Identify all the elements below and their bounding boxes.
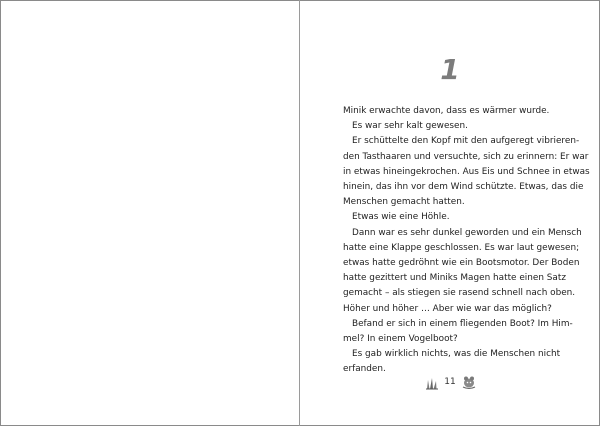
text-line: Er schüttelte den Kopf mit den aufgeregt vibrieren- xyxy=(352,136,580,147)
text-line: hatte gezittert und Miniks Magen hatte einen Satz xyxy=(343,273,567,284)
page-folio xyxy=(423,374,477,392)
text-line: Menschen gemacht hatten. xyxy=(343,197,465,208)
text-line: Höher und höher … Aber wie war das möglich? xyxy=(343,303,552,314)
grass-tuft-icon xyxy=(425,375,439,389)
text-line: gemacht – als stiegen sie rasend schnell nach oben. xyxy=(343,288,576,299)
text-line: Minik erwachte davon, dass es wärmer wurde. xyxy=(343,106,550,116)
text-line: hatte eine Klappe geschlossen. Es war laut gewesen; xyxy=(343,242,580,253)
text-line: Es war sehr kalt gewesen. xyxy=(352,121,468,132)
chapter-number: 1 xyxy=(440,53,460,86)
page-number: 11 xyxy=(444,377,456,387)
text-line: erfanden. xyxy=(343,364,386,375)
text-line: Es gab wirklich nichts, was die Menschen nicht xyxy=(352,349,561,360)
body-text xyxy=(343,104,590,378)
text-line: Dann war es sehr dunkel geworden und ein Mensch xyxy=(352,227,582,238)
text-line: hinein, das ihn vor dem Wind schützte. Etwas, das die xyxy=(343,182,584,193)
text-line: Etwas wie eine Höhle. xyxy=(352,212,450,223)
creature-icon xyxy=(461,374,477,390)
text-line: Befand er sich in einem fliegenden Boot? Im Him- xyxy=(352,318,573,329)
text-line: mel? In einem Vogelboot? xyxy=(343,334,458,345)
text-line: etwas hatte gedröhnt wie ein Bootsmotor. Der Boden xyxy=(343,258,580,269)
text-line: in etwas hineingekrochen. Aus Eis und Schnee in etwas xyxy=(343,166,590,177)
text-line: den Tasthaaren und versuchte, sich zu erinnern: Er war xyxy=(343,151,589,162)
left-page xyxy=(1,1,299,425)
